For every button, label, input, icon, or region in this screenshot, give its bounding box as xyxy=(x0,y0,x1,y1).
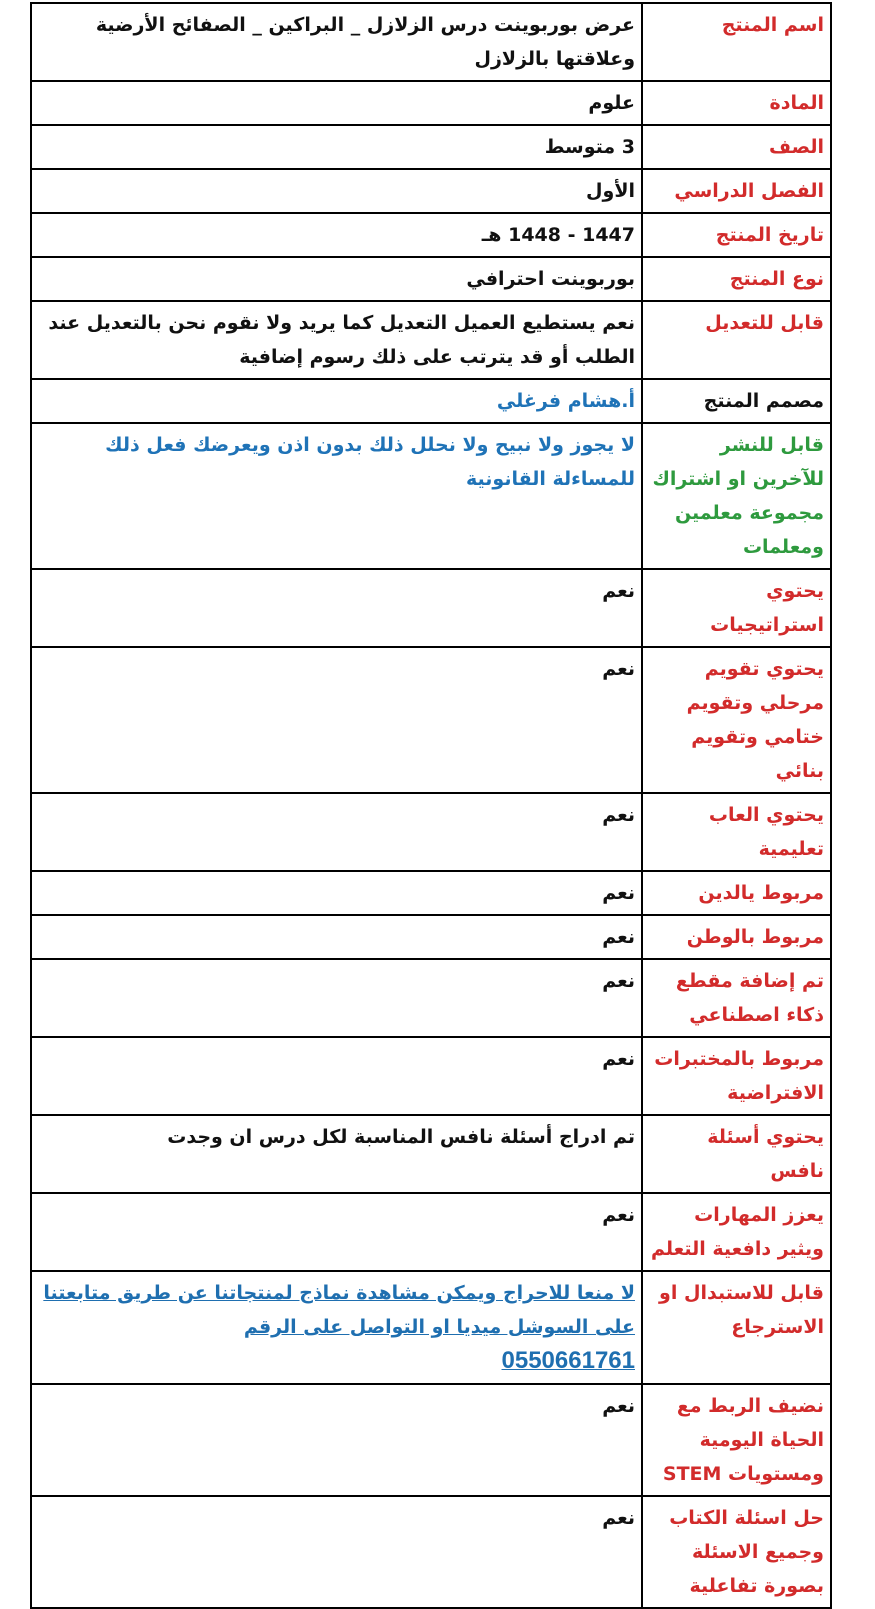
row-label: يحتوي أسئلة نافس xyxy=(642,1115,831,1193)
phone-number-link[interactable]: 0550661761 xyxy=(501,1347,635,1374)
table-row xyxy=(31,1115,831,1193)
row-label: المادة xyxy=(642,81,831,125)
row-label: حل اسئلة الكتاب وجميع الاسئلة بصورة تفاعلية xyxy=(642,1496,831,1608)
row-value: نعم xyxy=(31,871,642,915)
table-row xyxy=(31,379,831,423)
row-value: الأول xyxy=(31,169,642,213)
table-row xyxy=(31,793,831,871)
table-row xyxy=(31,81,831,125)
table-row xyxy=(31,301,831,379)
row-label: قابل للنشر للآخرين او اشتراك مجموعة معلمين ومعلمات xyxy=(642,423,831,569)
table-row xyxy=(31,3,831,81)
row-label: يعزز المهارات ويثير دافعية التعلم xyxy=(642,1193,831,1271)
row-label: مربوط يالدين xyxy=(642,871,831,915)
designer-value: أ.هشام فرغلي xyxy=(31,379,642,423)
row-value: 1447 - 1448 هـ xyxy=(31,213,642,257)
table-row xyxy=(31,569,831,647)
row-label: يحتوي استراتيجيات xyxy=(642,569,831,647)
row-label: مربوط بالوطن xyxy=(642,915,831,959)
table-row xyxy=(31,125,831,169)
table-row xyxy=(31,915,831,959)
table-row xyxy=(31,213,831,257)
row-label: اسم المنتج xyxy=(642,3,831,81)
product-name-value: عرض بوربوينت درس الزلازل _ البراكين _ الصفائح الأرضية وعلاقتها بالزلازل xyxy=(31,3,642,81)
row-label: يحتوي تقويم مرحلي وتقويم ختامي وتقويم بنائي xyxy=(642,647,831,793)
table-row xyxy=(31,1384,831,1496)
table-row xyxy=(31,1271,831,1384)
return-policy-value[interactable] xyxy=(31,1271,642,1384)
row-value: نعم xyxy=(31,959,642,1037)
row-value: نعم xyxy=(31,569,642,647)
row-label: تم إضافة مقطع ذكاء اصطناعي xyxy=(642,959,831,1037)
row-label: نوع المنتج xyxy=(642,257,831,301)
return-policy-text[interactable]: لا منعا للاحراج ويمكن مشاهدة نماذج لمنتجاتنا عن طريق متابعتنا على السوشل ميديا او التواصل على الرقم xyxy=(43,1282,635,1338)
row-value: تم ادراج أسئلة نافس المناسبة لكل درس ان وجدت xyxy=(31,1115,642,1193)
row-value: نعم xyxy=(31,1496,642,1608)
row-label: الفصل الدراسي xyxy=(642,169,831,213)
table-row xyxy=(31,1496,831,1608)
table-row xyxy=(31,1037,831,1115)
row-value: لا يجوز ولا نبيح ولا نحلل ذلك بدون اذن ويعرضك فعل ذلك للمساءلة القانونية xyxy=(31,423,642,569)
row-label: تاريخ المنتج xyxy=(642,213,831,257)
row-value: نعم xyxy=(31,1193,642,1271)
table-row xyxy=(31,423,831,569)
table-row xyxy=(31,647,831,793)
table-row xyxy=(31,871,831,915)
row-label: قابل للتعديل xyxy=(642,301,831,379)
table-row xyxy=(31,169,831,213)
row-value: نعم xyxy=(31,1384,642,1496)
row-label: مربوط بالمختبرات الافتراضية xyxy=(642,1037,831,1115)
product-spec-table xyxy=(30,2,832,1609)
row-value: نعم xyxy=(31,793,642,871)
row-label: الصف xyxy=(642,125,831,169)
row-label: مصمم المنتج xyxy=(642,379,831,423)
row-value: نعم xyxy=(31,647,642,793)
row-value: علوم xyxy=(31,81,642,125)
row-value: بوربوينت احترافي xyxy=(31,257,642,301)
row-label: قابل للاستبدال او الاسترجاع xyxy=(642,1271,831,1384)
row-value: نعم xyxy=(31,1037,642,1115)
row-label: يحتوي العاب تعليمية xyxy=(642,793,831,871)
row-value: نعم يستطيع العميل التعديل كما يريد ولا نقوم نحن بالتعديل عند الطلب أو قد يترتب على ذلك رسوم إضافية xyxy=(31,301,642,379)
table-row xyxy=(31,257,831,301)
row-label: نضيف الربط مع الحياة اليومية ومستويات STEM xyxy=(642,1384,831,1496)
table-row xyxy=(31,959,831,1037)
row-value: 3 متوسط xyxy=(31,125,642,169)
table-row xyxy=(31,1193,831,1271)
row-value: نعم xyxy=(31,915,642,959)
